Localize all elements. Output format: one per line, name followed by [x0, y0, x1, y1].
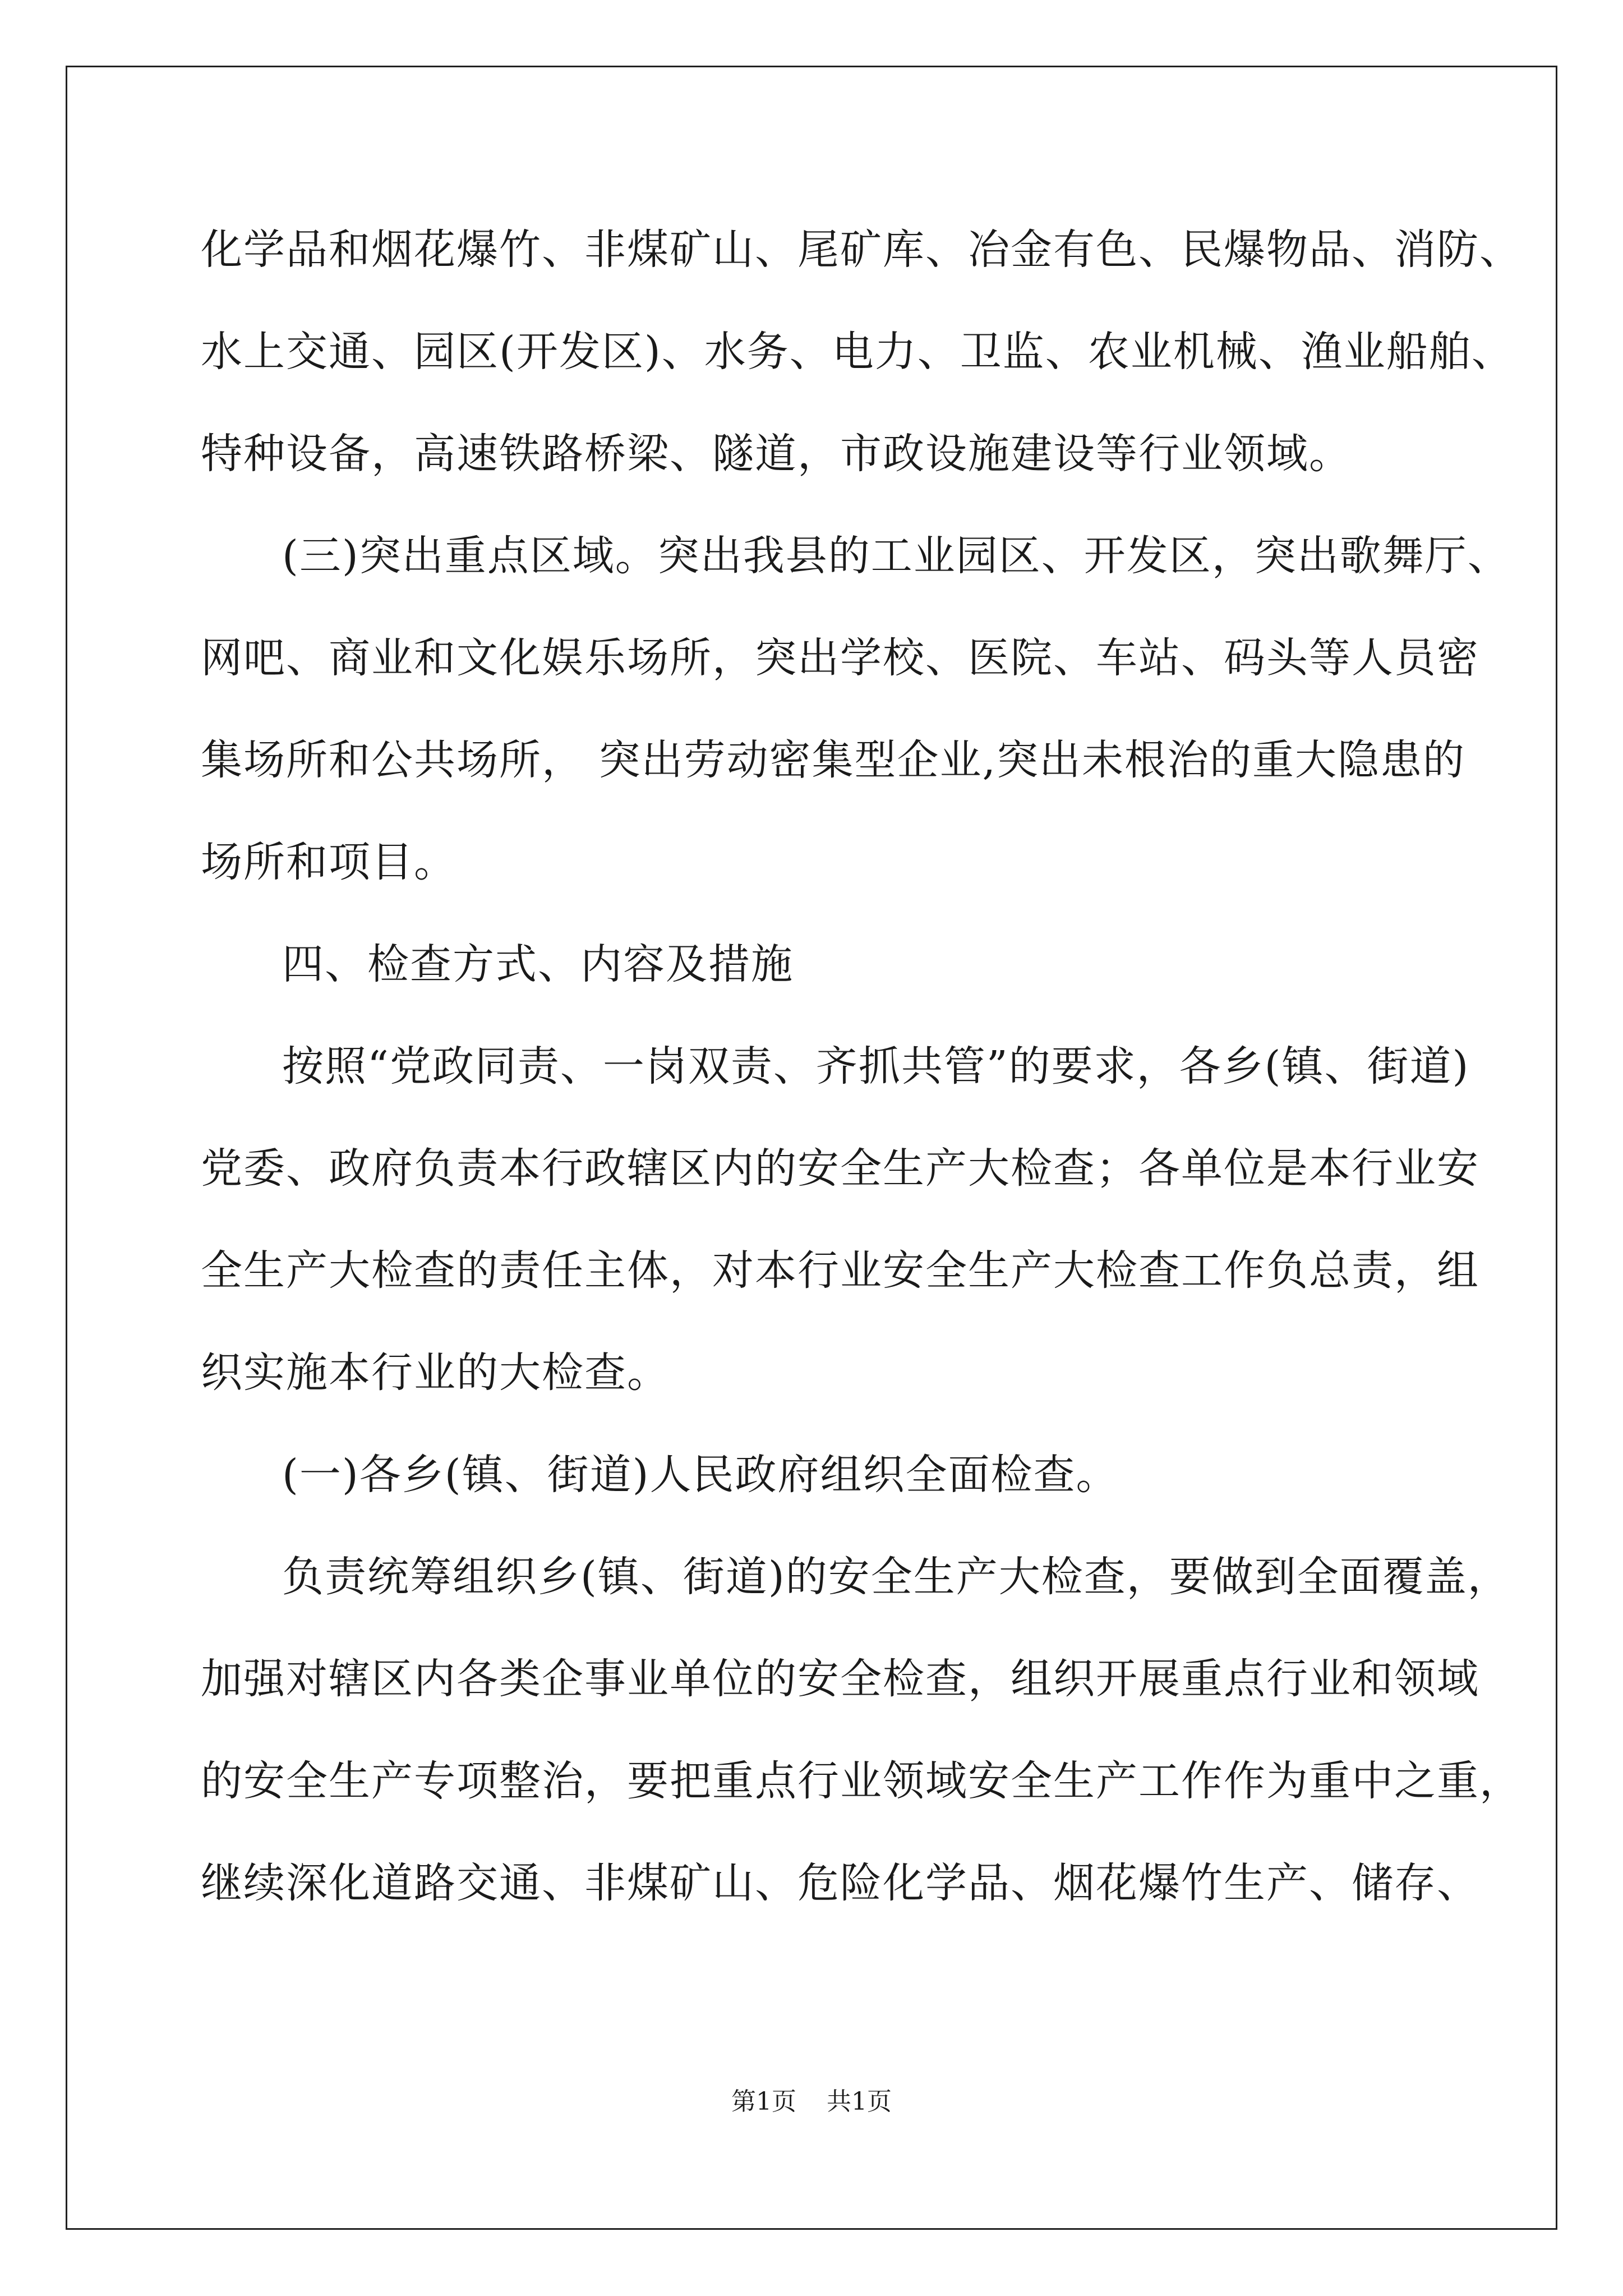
page-total: 共1页 [827, 2087, 892, 2116]
text-line: 集场所和公共场所， 突出劳动密集型企业,突出未根治的重大隐患的 [201, 736, 1466, 784]
text-line: 化学品和烟花爆竹、非煤矿山、尾矿库、冶金有色、民爆物品、消防、 [201, 226, 1522, 274]
text-line: 织实施本行业的大检查。 [201, 1349, 670, 1397]
text-line: 网吧、商业和文化娱乐场所，突出学校、医院、车站、码头等人员密 [201, 634, 1479, 682]
text-line: 继续深化道路交通、非煤矿山、危险化学品、烟花爆竹生产、储存、 [201, 1859, 1479, 1907]
text-line: 加强对辖区内各类企事业单位的安全检查，组织开展重点行业和领域 [201, 1655, 1479, 1703]
text-line: 负责统筹组织乡(镇、街道)的安全生产大检查，要做到全面覆盖， [282, 1553, 1510, 1601]
text-line: 水上交通、园区(开发区)、水务、电力、卫监、农业机械、渔业船舶、 [201, 328, 1514, 376]
text-line: (三)突出重点区域。突出我县的工业园区、开发区，突出歌舞厅、 [282, 532, 1510, 580]
text-line: 全生产大检查的责任主体，对本行业安全生产大检查工作负总责，组 [201, 1246, 1479, 1295]
text-line: 党委、政府负责本行政辖区内的安全生产大检查；各单位是本行业安 [201, 1144, 1479, 1193]
section-heading: 四、检查方式、内容及措施 [282, 940, 794, 988]
text-line: 的安全生产专项整治，要把重点行业领域安全生产工作作为重中之重， [201, 1757, 1522, 1805]
text-line: 按照“党政同责、一岗双责、齐抓共管”的要求，各乡(镇、街道) [282, 1042, 1470, 1091]
page-footer [0, 2081, 1623, 2117]
text-line: 特种设备，高速铁路桥梁、隧道，市政设施建设等行业领域。 [201, 430, 1352, 478]
text-line: 场所和项目。 [201, 838, 457, 886]
subsection-heading: (一)各乡(镇、街道)人民政府组织全面检查。 [282, 1451, 1119, 1499]
page-number: 第1页 [731, 2087, 796, 2116]
